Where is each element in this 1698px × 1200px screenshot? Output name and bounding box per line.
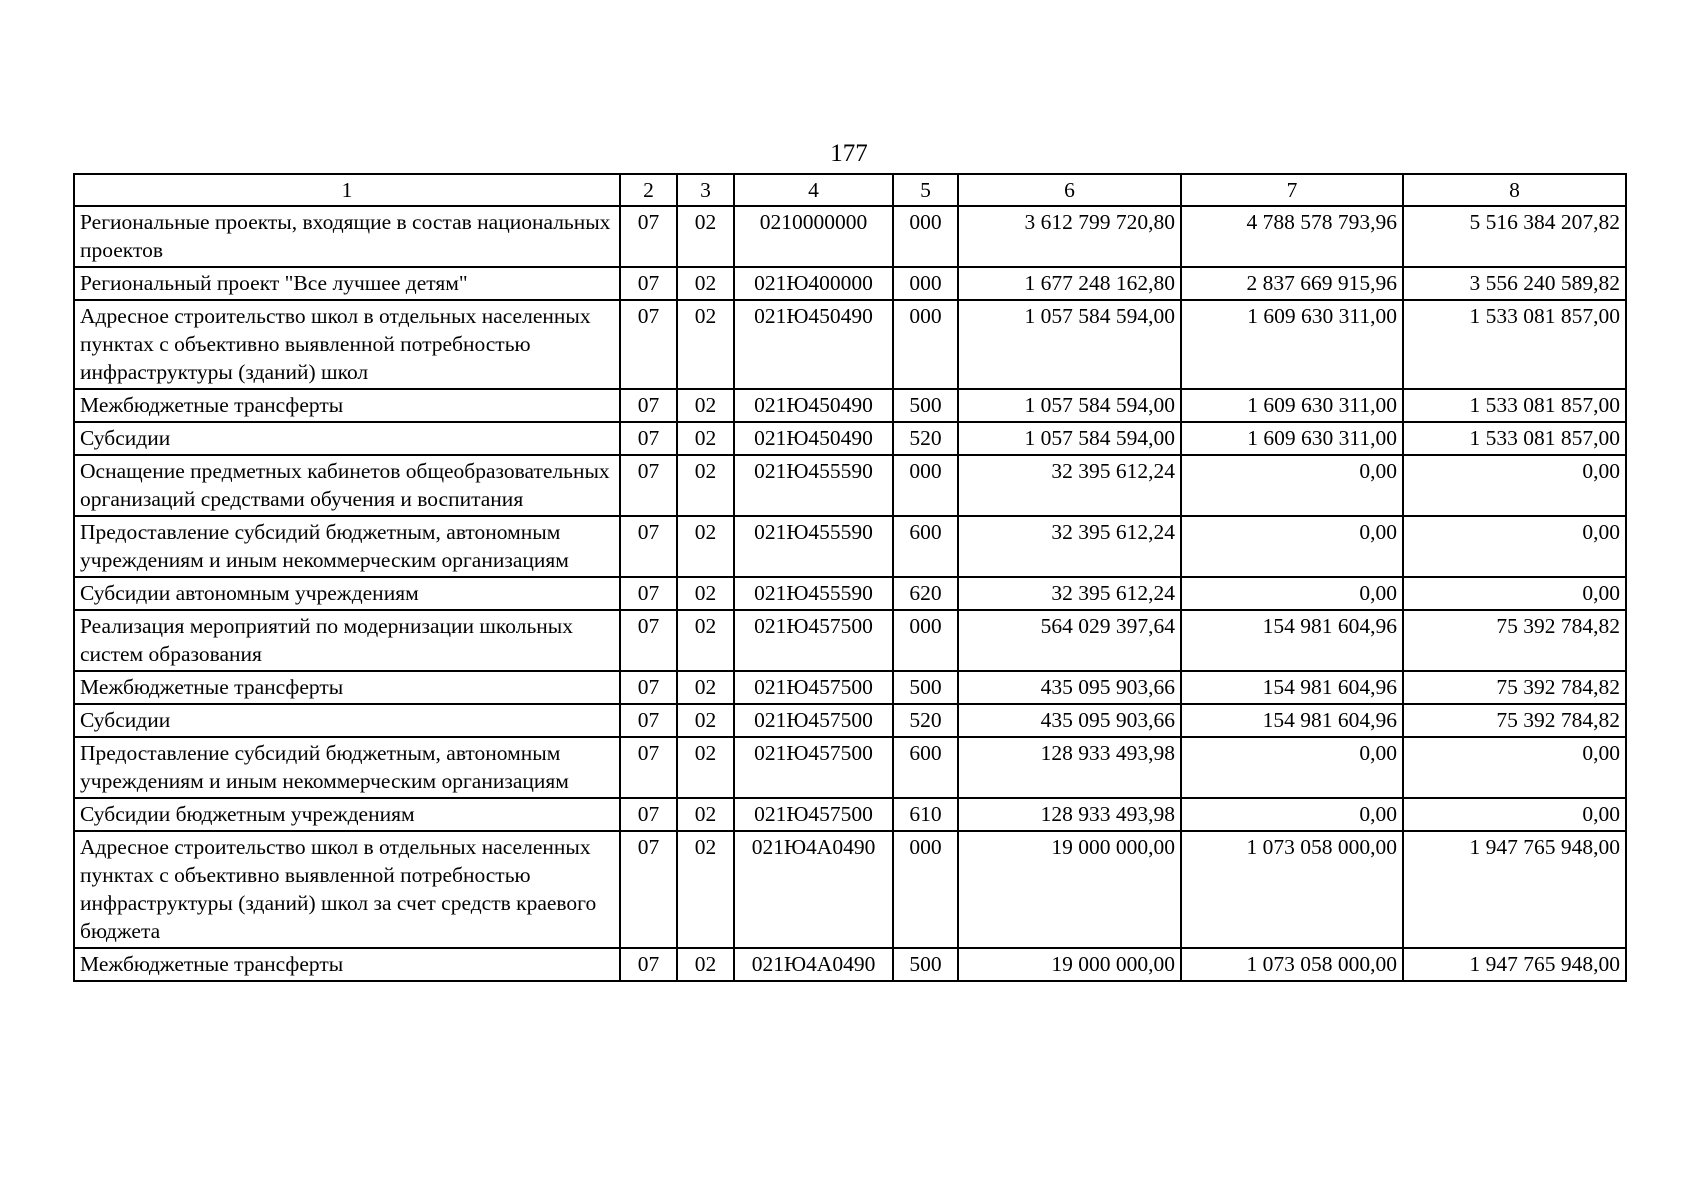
amount-year-3: 0,00 (1403, 798, 1626, 831)
amount-year-2: 1 073 058 000,00 (1181, 831, 1403, 948)
subsection-code: 02 (677, 577, 734, 610)
section-code: 07 (620, 610, 677, 671)
amount-year-3: 1 533 081 857,00 (1403, 422, 1626, 455)
amount-year-1: 3 612 799 720,80 (958, 206, 1181, 267)
table-row (74, 389, 1626, 422)
amount-year-1: 32 395 612,24 (958, 516, 1181, 577)
amount-year-1: 32 395 612,24 (958, 577, 1181, 610)
expense-type-code: 520 (893, 704, 958, 737)
row-name: Субсидии бюджетным учреждениям (74, 798, 620, 831)
target-article-code: 021Ю4А0490 (734, 948, 893, 981)
row-name: Адресное строительство школ в отдельных населенных пунктах с объективно выявленной потребностью инфраструктуры (зданий) школ за счет средств краевого бюджета (74, 831, 620, 948)
amount-year-2: 154 981 604,96 (1181, 610, 1403, 671)
amount-year-3: 75 392 784,82 (1403, 610, 1626, 671)
amount-year-3: 0,00 (1403, 455, 1626, 516)
table-row (74, 577, 1626, 610)
amount-year-2: 0,00 (1181, 798, 1403, 831)
amount-year-3: 3 556 240 589,82 (1403, 267, 1626, 300)
expense-type-code: 500 (893, 948, 958, 981)
amount-year-2: 1 609 630 311,00 (1181, 389, 1403, 422)
subsection-code: 02 (677, 389, 734, 422)
column-header: 1 (74, 174, 620, 206)
subsection-code: 02 (677, 422, 734, 455)
section-code: 07 (620, 704, 677, 737)
subsection-code: 02 (677, 798, 734, 831)
target-article-code: 021Ю455590 (734, 455, 893, 516)
section-code: 07 (620, 798, 677, 831)
row-name: Региональные проекты, входящие в состав национальных проектов (74, 206, 620, 267)
column-header: 5 (893, 174, 958, 206)
section-code: 07 (620, 455, 677, 516)
row-name: Межбюджетные трансферты (74, 671, 620, 704)
target-article-code: 021Ю450490 (734, 300, 893, 389)
expense-type-code: 000 (893, 455, 958, 516)
row-name: Адресное строительство школ в отдельных населенных пунктах с объективно выявленной потребностью инфраструктуры (зданий) школ (74, 300, 620, 389)
subsection-code: 02 (677, 206, 734, 267)
column-header: 4 (734, 174, 893, 206)
budget-table (73, 173, 1627, 982)
table-row (74, 300, 1626, 389)
subsection-code: 02 (677, 516, 734, 577)
section-code: 07 (620, 737, 677, 798)
target-article-code: 021Ю455590 (734, 516, 893, 577)
amount-year-2: 1 609 630 311,00 (1181, 422, 1403, 455)
table-row (74, 798, 1626, 831)
target-article-code: 021Ю457500 (734, 704, 893, 737)
amount-year-3: 5 516 384 207,82 (1403, 206, 1626, 267)
subsection-code: 02 (677, 267, 734, 300)
amount-year-3: 1 947 765 948,00 (1403, 948, 1626, 981)
amount-year-1: 128 933 493,98 (958, 798, 1181, 831)
row-name: Предоставление субсидий бюджетным, автономным учреждениям и иным некоммерческим организациям (74, 737, 620, 798)
table-row (74, 610, 1626, 671)
expense-type-code: 520 (893, 422, 958, 455)
column-header: 2 (620, 174, 677, 206)
table-row (74, 831, 1626, 948)
section-code: 07 (620, 671, 677, 704)
target-article-code: 021Ю457500 (734, 610, 893, 671)
section-code: 07 (620, 389, 677, 422)
table-row (74, 267, 1626, 300)
amount-year-2: 154 981 604,96 (1181, 671, 1403, 704)
target-article-code: 021Ю400000 (734, 267, 893, 300)
target-article-code: 021Ю457500 (734, 798, 893, 831)
table-row (74, 737, 1626, 798)
expense-type-code: 000 (893, 206, 958, 267)
table-row (74, 422, 1626, 455)
amount-year-1: 32 395 612,24 (958, 455, 1181, 516)
row-name: Субсидии (74, 704, 620, 737)
section-code: 07 (620, 948, 677, 981)
target-article-code: 0210000000 (734, 206, 893, 267)
table-body (74, 206, 1626, 981)
section-code: 07 (620, 831, 677, 948)
section-code: 07 (620, 577, 677, 610)
target-article-code: 021Ю450490 (734, 389, 893, 422)
amount-year-1: 564 029 397,64 (958, 610, 1181, 671)
target-article-code: 021Ю457500 (734, 737, 893, 798)
amount-year-2: 154 981 604,96 (1181, 704, 1403, 737)
expense-type-code: 000 (893, 300, 958, 389)
amount-year-1: 1 057 584 594,00 (958, 422, 1181, 455)
amount-year-1: 1 057 584 594,00 (958, 389, 1181, 422)
row-name: Субсидии (74, 422, 620, 455)
amount-year-3: 1 533 081 857,00 (1403, 300, 1626, 389)
section-code: 07 (620, 300, 677, 389)
amount-year-2: 0,00 (1181, 516, 1403, 577)
table-row (74, 671, 1626, 704)
row-name: Реализация мероприятий по модернизации школьных систем образования (74, 610, 620, 671)
section-code: 07 (620, 422, 677, 455)
subsection-code: 02 (677, 948, 734, 981)
amount-year-2: 2 837 669 915,96 (1181, 267, 1403, 300)
column-header: 3 (677, 174, 734, 206)
subsection-code: 02 (677, 831, 734, 948)
amount-year-2: 1 073 058 000,00 (1181, 948, 1403, 981)
amount-year-3: 0,00 (1403, 577, 1626, 610)
subsection-code: 02 (677, 610, 734, 671)
subsection-code: 02 (677, 737, 734, 798)
row-name: Субсидии автономным учреждениям (74, 577, 620, 610)
row-name: Предоставление субсидий бюджетным, автономным учреждениям и иным некоммерческим организациям (74, 516, 620, 577)
row-name: Оснащение предметных кабинетов общеобразовательных организаций средствами обучения и воспитания (74, 455, 620, 516)
amount-year-3: 75 392 784,82 (1403, 704, 1626, 737)
amount-year-1: 435 095 903,66 (958, 671, 1181, 704)
expense-type-code: 000 (893, 610, 958, 671)
amount-year-1: 1 677 248 162,80 (958, 267, 1181, 300)
row-name: Региональный проект "Все лучшее детям" (74, 267, 620, 300)
amount-year-1: 1 057 584 594,00 (958, 300, 1181, 389)
amount-year-2: 0,00 (1181, 577, 1403, 610)
column-header: 7 (1181, 174, 1403, 206)
row-name: Межбюджетные трансферты (74, 948, 620, 981)
table-row (74, 948, 1626, 981)
subsection-code: 02 (677, 455, 734, 516)
expense-type-code: 600 (893, 516, 958, 577)
row-name: Межбюджетные трансферты (74, 389, 620, 422)
amount-year-1: 435 095 903,66 (958, 704, 1181, 737)
target-article-code: 021Ю4А0490 (734, 831, 893, 948)
expense-type-code: 000 (893, 267, 958, 300)
amount-year-2: 0,00 (1181, 737, 1403, 798)
target-article-code: 021Ю455590 (734, 577, 893, 610)
amount-year-1: 19 000 000,00 (958, 831, 1181, 948)
table-row (74, 455, 1626, 516)
amount-year-2: 0,00 (1181, 455, 1403, 516)
amount-year-3: 1 533 081 857,00 (1403, 389, 1626, 422)
section-code: 07 (620, 206, 677, 267)
amount-year-3: 0,00 (1403, 737, 1626, 798)
table-row (74, 704, 1626, 737)
section-code: 07 (620, 516, 677, 577)
column-number-header (74, 174, 1626, 206)
expense-type-code: 620 (893, 577, 958, 610)
amount-year-3: 75 392 784,82 (1403, 671, 1626, 704)
amount-year-2: 4 788 578 793,96 (1181, 206, 1403, 267)
expense-type-code: 000 (893, 831, 958, 948)
amount-year-1: 19 000 000,00 (958, 948, 1181, 981)
target-article-code: 021Ю450490 (734, 422, 893, 455)
table-row (74, 206, 1626, 267)
amount-year-2: 1 609 630 311,00 (1181, 300, 1403, 389)
table-row (74, 516, 1626, 577)
expense-type-code: 500 (893, 389, 958, 422)
amount-year-3: 1 947 765 948,00 (1403, 831, 1626, 948)
amount-year-1: 128 933 493,98 (958, 737, 1181, 798)
expense-type-code: 600 (893, 737, 958, 798)
expense-type-code: 610 (893, 798, 958, 831)
column-header: 8 (1403, 174, 1626, 206)
subsection-code: 02 (677, 300, 734, 389)
section-code: 07 (620, 267, 677, 300)
subsection-code: 02 (677, 671, 734, 704)
column-header: 6 (958, 174, 1181, 206)
target-article-code: 021Ю457500 (734, 671, 893, 704)
page-number: 177 (830, 140, 868, 167)
expense-type-code: 500 (893, 671, 958, 704)
amount-year-3: 0,00 (1403, 516, 1626, 577)
subsection-code: 02 (677, 704, 734, 737)
